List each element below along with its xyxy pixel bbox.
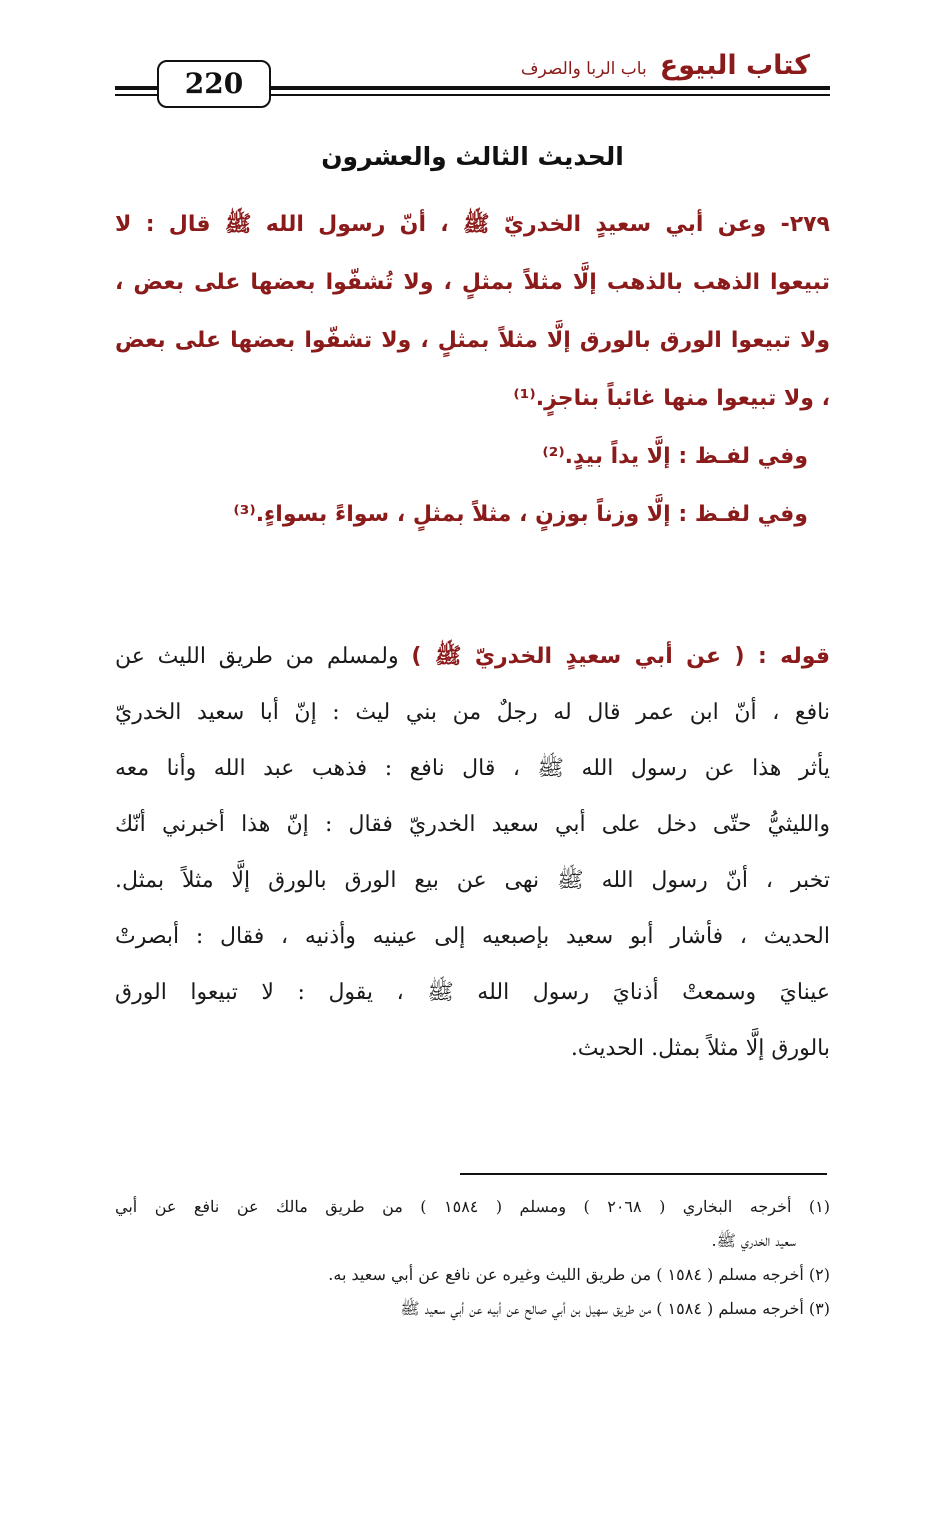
hadith-line: ، ولا تبيعوا منها غائباً بناجزٍ.⁽¹⁾ <box>513 386 830 411</box>
commentary-line <box>115 632 830 688</box>
hadith-line: تبيعوا الذهب بالذهب إلَّا مثلاً بمثلٍ ، ولا تُشفّوا بعضها على بعض ، <box>115 270 830 295</box>
commentary-line: نافع ، أنّ ابن عمر قال له رجلٌ من بني ليث : إنّ أبا سعيد الخدريّ <box>115 700 830 725</box>
hadith-text <box>115 200 830 548</box>
chapter-title: باب الربا والصرف <box>520 59 647 79</box>
header-text <box>521 50 810 81</box>
footnote-line: (٢) أخرجه مسلم ( ١٥٨٤ ) من طريق الليث وغيره عن نافع عن أبي سعيد به. <box>328 1265 830 1284</box>
commentary-line: والليثيُّ حتّى دخل على أبي سعيد الخدريّ فقال : إنّ هذا أخبرني أنّك <box>115 812 830 837</box>
book-title: كتاب البيوع <box>659 50 810 81</box>
footnote-line: (٣) أخرجه مسلم ( ١٥٨٤ ) من طريق سهيل بن أبي صالح عن أبيه عن أبي سعيد ﷺ <box>400 1299 830 1318</box>
commentary-line: الحديث ، فأشار أبو سعيد بإصبعيه إلى عينيه وأذنيه ، فقال : أبصرتْ <box>115 924 830 949</box>
commentary-lead: قوله : ( عن أبي سعيدٍ الخدريّ ﷺ ) <box>411 644 830 669</box>
footnote-line: (١) أخرجه البخاري ( ٢٠٦٨ ) ومسلم ( ١٥٨٤ ) من طريق مالك عن نافع عن أبي <box>115 1197 830 1216</box>
footnote-separator <box>460 1173 827 1175</box>
commentary-line: يأثر هذا عن رسول الله ﷺ ، قال نافع : فذهب عبد الله وأنا معه <box>115 756 830 781</box>
hadith-variant-line: وفي لفـظ : إلَّا وزناً بوزنٍ ، مثلاً بمثلٍ ، سواءً بسواءٍ.⁽³⁾ <box>233 502 808 527</box>
commentary-line: بالورق إلَّا مثلاً بمثل. الحديث. <box>570 1036 830 1061</box>
footnote-line: سعيد الخدري ﷺ. <box>711 1231 796 1250</box>
footnotes <box>115 1192 830 1328</box>
page-number: 220 <box>157 60 271 108</box>
hadith-line: ولا تبيعوا الورق بالورق إلَّا مثلاً بمثلٍ ، ولا تشفّوا بعضها على بعض <box>115 328 830 353</box>
hadith-line: ٢٧٩- وعن أبي سعيدٍ الخدريّ ﷺ ، أنّ رسول الله ﷺ قال : لا <box>115 212 830 237</box>
commentary-line: تخبر ، أنّ رسول الله ﷺ نهى عن بيع الورق بالورق إلَّا مثلاً بمثل. <box>115 868 830 893</box>
hadith-title: الحديث الثالث والعشرون <box>321 142 624 171</box>
page-header <box>115 50 830 110</box>
hadith-variant-line: وفي لفـظ : إلَّا يداً بيدٍ.⁽²⁾ <box>542 444 808 469</box>
commentary-line: عينايَ وسمعتْ أذنايَ رسول الله ﷺ ، يقول : لا تبيعوا الورق <box>115 980 830 1005</box>
commentary <box>115 632 830 1080</box>
commentary-line-rest: ولمسلم من طريق الليث عن <box>115 644 412 669</box>
